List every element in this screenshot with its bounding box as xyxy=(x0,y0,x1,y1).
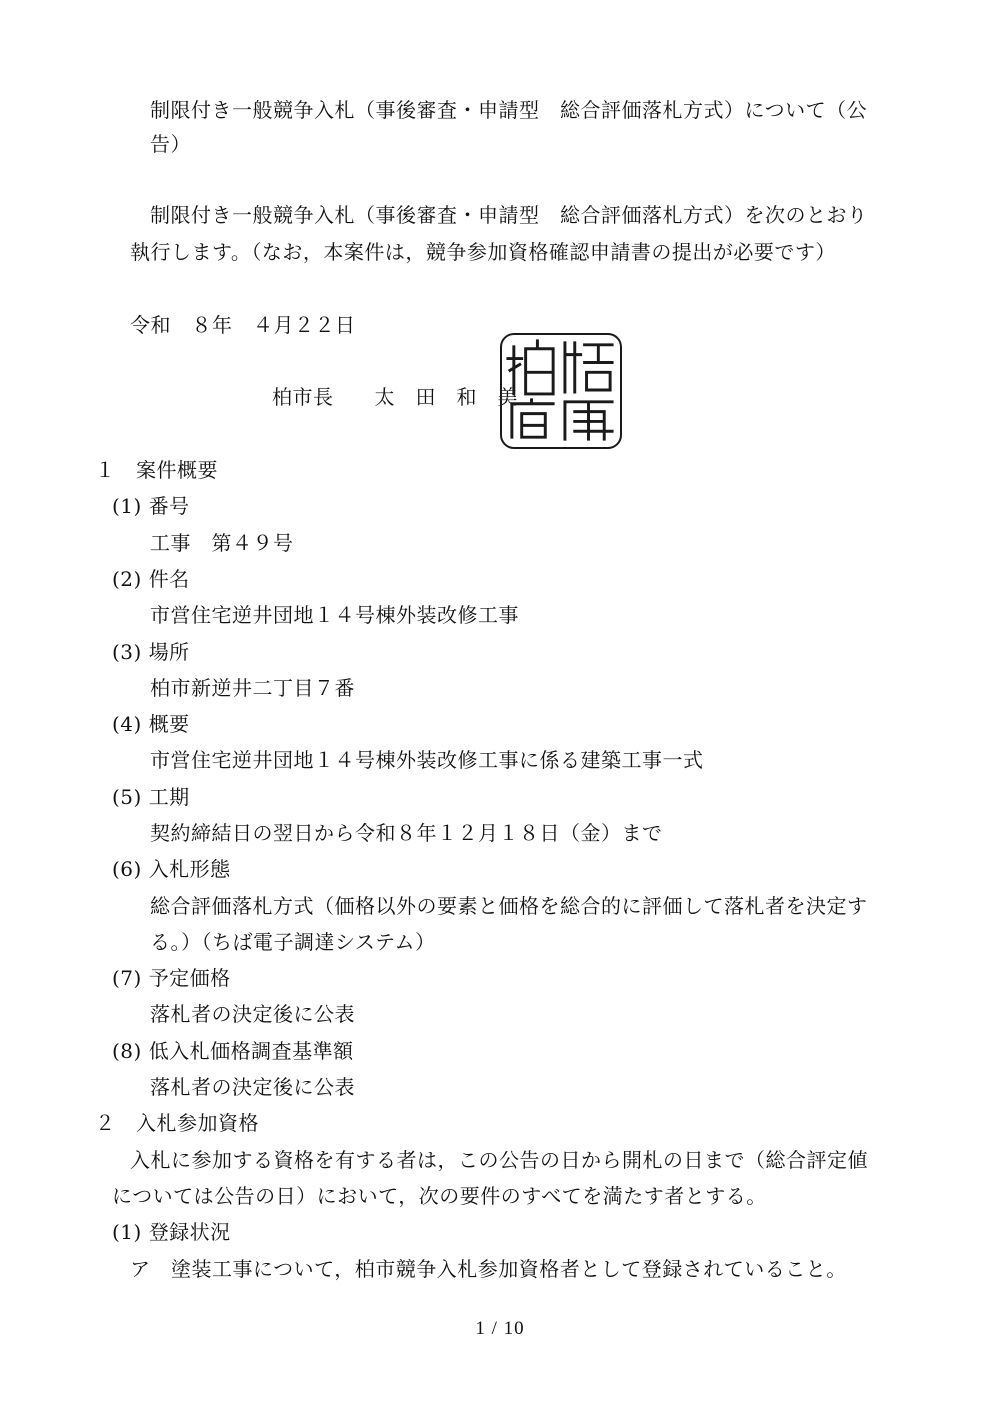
item-4-value: 市営住宅逆井団地１４号棟外装改修工事に係る建築工事一式 xyxy=(150,748,704,772)
seal-glyphs-icon xyxy=(502,335,620,447)
item-2-label: (2) 件名 xyxy=(112,567,190,591)
subitem-1-a: ア 塗装工事について，柏市競争入札参加資格者として登録されていること。 xyxy=(130,1257,847,1281)
item-6-label: (6) 入札形態 xyxy=(112,857,231,881)
item-2-value: 市営住宅逆井団地１４号棟外装改修工事 xyxy=(150,603,519,627)
notice-date: 令和 ８年 ４月２２日 xyxy=(130,313,356,337)
section-2-paragraph-line-2: については公告の日）において，次の要件のすべてを満たす者とする。 xyxy=(112,1184,767,1208)
item-3-label: (3) 場所 xyxy=(112,640,190,664)
title-line-1: 制限付き一般競争入札（事後審査・申請型 総合評価落札方式）について（公 xyxy=(150,98,868,122)
item-5-label: (5) 工期 xyxy=(112,785,190,809)
item-6-value-line-1: 総合評価落札方式（価格以外の要素と価格を総合的に評価して落札者を決定す xyxy=(150,894,868,918)
item-3-value: 柏市新逆井二丁目７番 xyxy=(150,676,355,700)
section-1-heading: １ 案件概要 xyxy=(95,458,218,482)
item-8-value: 落札者の決定後に公表 xyxy=(150,1075,355,1099)
title-line-2: 告） xyxy=(150,132,191,156)
official-seal xyxy=(500,333,622,449)
section-2-paragraph-line-1: 入札に参加する資格を有する者は，この公告の日から開札の日まで（総合評定値 xyxy=(130,1148,868,1172)
item-7-value: 落札者の決定後に公表 xyxy=(150,1002,355,1026)
section-2-heading: ２ 入札参加資格 xyxy=(95,1111,259,1135)
item-8-label: (8) 低入札価格調査基準額 xyxy=(112,1039,354,1063)
intro-line-2: 執行します。（なお，本案件は，競争参加資格確認申請書の提出が必要です） xyxy=(130,240,836,264)
item-5-value: 契約締結日の翌日から令和８年１２月１８日（金）まで xyxy=(150,821,663,845)
item-6-value-line-2: る。）（ちば電子調達システム） xyxy=(150,930,436,954)
page-number: 1 / 10 xyxy=(475,1318,525,1339)
signatory-name: 柏市長 太 田 和 美 xyxy=(272,385,518,409)
subitem-1-label: (1) 登録状況 xyxy=(112,1220,231,1244)
item-1-label: (1) 番号 xyxy=(112,494,190,518)
item-1-value: 工事 第４９号 xyxy=(150,531,294,555)
item-7-label: (7) 予定価格 xyxy=(112,966,231,990)
intro-line-1: 制限付き一般競争入札（事後審査・申請型 総合評価落札方式）を次のとおり xyxy=(150,203,868,227)
item-4-label: (4) 概要 xyxy=(112,712,190,736)
